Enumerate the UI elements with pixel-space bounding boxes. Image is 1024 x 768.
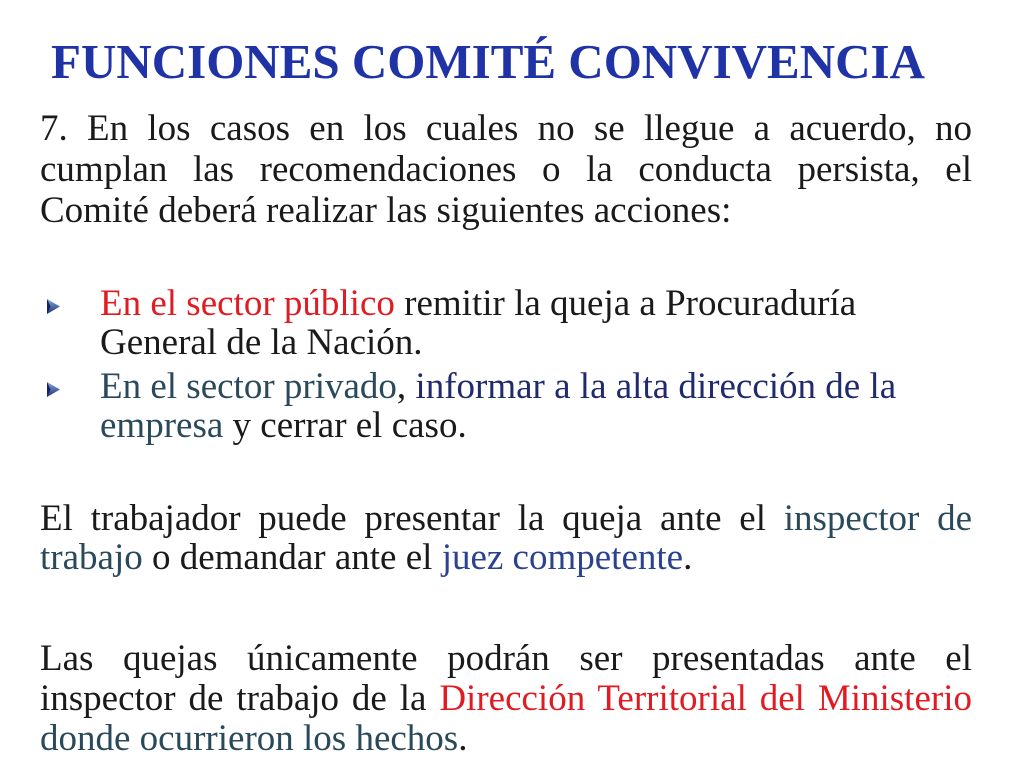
bullet-line [100,323,972,362]
text-run: o demandar ante el [142,537,442,578]
bullet-line [100,406,972,445]
paragraph-line [40,639,972,679]
paragraph-line [40,719,972,759]
paragraph-line [40,538,972,577]
paragraph-line [40,679,972,719]
competent-judge-term: juez competente [441,537,684,578]
bullet-text-run: , [396,366,407,407]
bullet-text-run: General de la Nación. [100,322,423,363]
territorial-direction-term: Dirección Territorial del Ministerio [439,678,972,719]
arrow-bullet-icon [45,381,61,398]
slide-title: FUNCIONES COMITÉ CONVIVENCIA [51,34,925,89]
bullet-text-run: y cerrar el caso. [223,405,467,446]
text-run: El trabajador puede presentar la queja ante el [40,498,784,539]
bullet-item-public-sector [100,284,972,362]
private-sector-label: En el sector privado [100,366,397,407]
text-run: Las quejas únicamente podrán ser presentadas ante el [40,638,972,679]
public-sector-label: En el sector público [100,283,395,324]
location-term: donde ocurrieron los hechos [40,718,459,759]
bullet-text-run: remitir la queja a Procuraduría [394,283,857,324]
text-run: inspector de trabajo de la [40,678,440,719]
text-run: . [683,537,693,578]
worker-complaint-paragraph [40,499,972,577]
text-run: . [458,718,468,759]
complaints-presentation-paragraph [40,639,972,759]
bullet-line [100,367,972,406]
intro-paragraph [40,108,972,231]
arrow-bullet-icon [45,298,61,315]
labor-inspector-term: inspector de [783,498,973,539]
bullet-line [100,284,972,323]
paragraph-line [40,499,972,538]
paragraph-line: Comité deberá realizar las siguientes acciones: [40,190,732,231]
paragraph-line: cumplan las recomendaciones o la conducta persista, el [40,149,972,190]
company-term: empresa [100,405,224,446]
inform-management-text: informar a la alta dirección de la [406,366,897,407]
bullet-item-private-sector [100,367,972,445]
labor-inspector-term: trabajo [40,537,143,578]
paragraph-line: 7. En los casos en los cuales no se llegue a acuerdo, no [40,108,972,149]
